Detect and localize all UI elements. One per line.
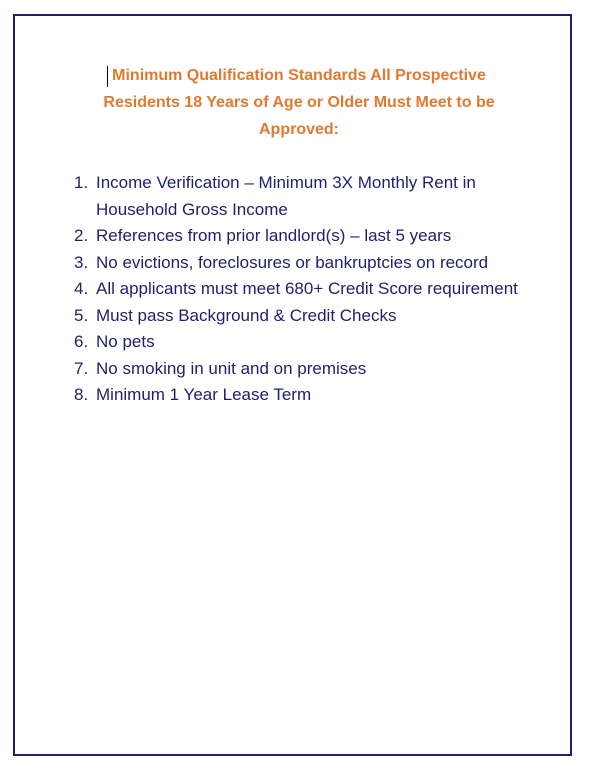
- list-item-text: No pets: [96, 332, 155, 351]
- document-heading: Minimum Qualification Standards All Prospective Residents 18 Years of Age or Older Must Meet to be Approved:: [103, 67, 495, 138]
- list-item-number: 1.: [74, 173, 89, 192]
- list-item-number: 5.: [74, 305, 89, 325]
- list-item-number: 4.: [74, 279, 89, 298]
- requirements-list: [74, 170, 544, 409]
- list-item-text: No evictions, foreclosures or bankruptcies on record: [96, 252, 489, 272]
- list-item: [74, 276, 544, 303]
- list-item-number: 6.: [74, 332, 89, 351]
- list-item: [74, 329, 544, 356]
- list-item-text: Income Verification – Minimum 3X Monthly Rent in Household Gross Income: [96, 173, 476, 219]
- list-item-text: Minimum 1 Year Lease Term: [96, 385, 312, 404]
- list-item-number: 3.: [74, 252, 89, 272]
- list-item-text: References from prior landlord(s) – last 5 years: [96, 226, 452, 245]
- list-item: [74, 250, 544, 277]
- list-item: [74, 356, 544, 383]
- list-item: [74, 303, 544, 330]
- list-item: [74, 170, 544, 223]
- list-item-number: 8.: [74, 385, 89, 404]
- list-item: [74, 223, 544, 250]
- list-item-text: Must pass Background & Credit Checks: [96, 305, 397, 325]
- list-item-number: 7.: [74, 358, 89, 378]
- list-item-number: 2.: [74, 226, 89, 245]
- list-item: [74, 382, 544, 409]
- list-item-text: All applicants must meet 680+ Credit Score requirement: [96, 279, 518, 298]
- list-item-text: No smoking in unit and on premises: [96, 358, 367, 378]
